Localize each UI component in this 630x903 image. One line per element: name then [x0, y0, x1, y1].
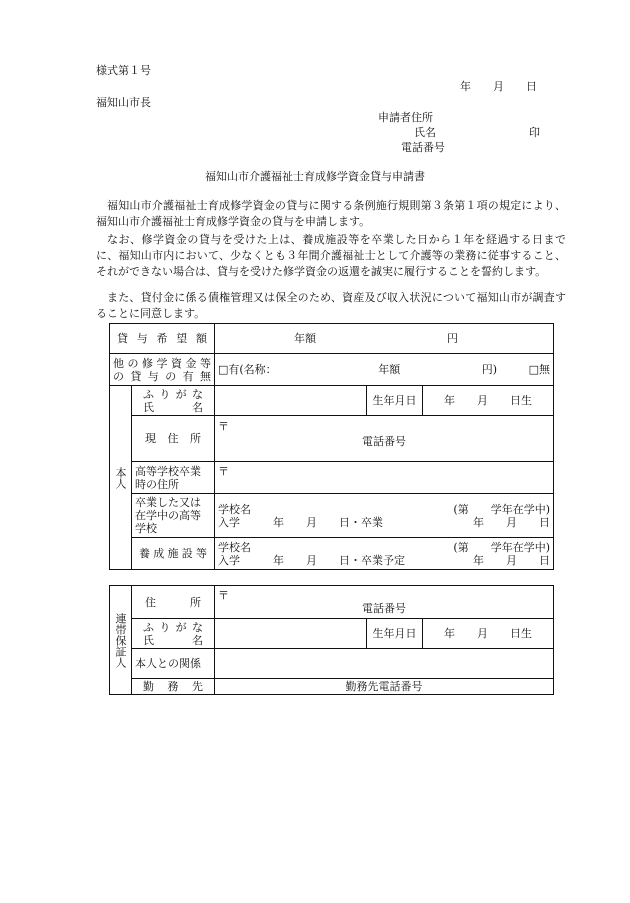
hs-address-label-1: 高等学校卒業	[135, 464, 201, 478]
furigana-name-label-cell	[132, 386, 215, 416]
name-label: 氏 名	[143, 400, 203, 414]
training-school-name-label: 学校名	[218, 540, 251, 554]
amount-label: 貸与希望額	[117, 332, 207, 345]
guarantor-birth-value[interactable]: 年 月 日生	[423, 619, 554, 649]
school-name-label: 学校名	[218, 502, 251, 516]
other-loan-year-label: 年額	[378, 363, 401, 376]
workplace-label-cell	[132, 679, 215, 695]
grad-date-text: 年 月 日	[473, 515, 551, 529]
guarantor-name-label: 氏 名	[143, 633, 203, 647]
training-enroll-grad-text: 入学 年 月 日・卒業予定	[218, 553, 405, 567]
training-label-cell	[132, 538, 215, 570]
paragraph-3: また、貸付金に係る債権管理又は保全のため、資産及び収入状況について福知山市が調査することに同意します。	[96, 291, 566, 320]
amount-year-label: 年額	[294, 332, 316, 345]
applicant-address-label: 申請者住所	[378, 111, 433, 124]
guarantor-phone-label: 電話番号	[362, 602, 406, 615]
guarantor-label: 連帯保証人	[114, 612, 127, 668]
high-school-cell[interactable]	[215, 494, 554, 538]
guarantor-furigana-name-label-cell	[132, 619, 215, 649]
hs-postal-mark: 〒	[218, 465, 229, 478]
hs-address-label-cell	[132, 462, 215, 494]
workplace-label: 勤務先	[143, 680, 203, 693]
paragraph-1: 福知山市介護福祉士育成修学資金の貸与に関する条例施行規則第３条第１項の規定により、福知山市介護福祉士育成修学資金の貸与を申請します。	[96, 199, 566, 228]
other-loan-label-cell	[110, 354, 215, 386]
guarantor-postal-mark: 〒	[218, 589, 229, 602]
other-loan-yen-label: 円)	[481, 363, 498, 376]
furigana-label: ふりがな	[143, 387, 203, 401]
seal-mark: 印	[529, 126, 540, 139]
other-loan-label-1: 他の修学資金等	[113, 356, 211, 370]
guarantor-furigana-label: ふりがな	[143, 620, 203, 634]
grade-text: (第 学年在学中)	[453, 502, 551, 516]
form-number: 様式第１号	[96, 64, 151, 77]
training-grad-date-text: 年 月 日	[473, 553, 551, 567]
paragraph-2: なお、修学資金の貸与を受けた上は、養成施設等を卒業した日から１年を経過する日までに、福知山市内において、少なくとも３年間介護福祉士として介護等の業務に従事すること、それができない場合は、貸与を受けた修学資金の返還を誠実に履行することを誓約します。	[96, 233, 566, 278]
birth-label: 生年月日	[367, 386, 423, 416]
guarantor-birth-label: 生年月日	[367, 619, 423, 649]
amount-label-cell	[110, 324, 215, 354]
guarantor-address-label-cell	[132, 586, 215, 619]
amount-yen-label: 円	[447, 332, 459, 345]
postal-mark: 〒	[218, 419, 229, 433]
applicant-table	[109, 323, 554, 570]
other-loan-label-2: の貸与の有無	[113, 369, 211, 383]
guarantor-label-cell	[110, 586, 132, 695]
guarantor-table	[109, 585, 554, 695]
high-school-label-2: 在学中の高等	[135, 509, 201, 522]
document-title: 福知山市介護福祉士育成修学資金貸与申請書	[205, 170, 425, 183]
high-school-label-3: 学校	[135, 522, 157, 535]
enroll-grad-text: 入学 年 月 日・卒業	[218, 515, 383, 529]
guarantor-name-input-cell[interactable]	[215, 619, 367, 649]
other-loan-yes-checkbox[interactable]: □有(名称：	[218, 363, 277, 376]
hs-address-cell[interactable]	[215, 462, 554, 494]
training-grade-text: (第 学年在学中)	[453, 540, 551, 554]
self-label: 本人	[114, 466, 127, 489]
guarantor-address-label: 住所	[145, 595, 201, 609]
addressee: 福知山市長	[96, 96, 151, 109]
applicant-name-label: 氏名	[414, 126, 436, 139]
applicant-phone-label: 電話番号	[401, 141, 445, 154]
current-address-label: 現住所	[145, 432, 201, 445]
phone-label: 電話番号	[362, 434, 406, 448]
training-label: 養成施設等	[139, 547, 207, 560]
workplace-phone-label[interactable]: 勤務先電話番号	[215, 679, 554, 695]
name-input-cell[interactable]	[215, 386, 367, 416]
high-school-label-1: 卒業した又は	[135, 496, 201, 509]
current-address-cell[interactable]	[215, 416, 554, 462]
birth-value[interactable]: 年 月 日生	[423, 386, 554, 416]
other-loan-no-checkbox[interactable]: □無	[528, 363, 550, 376]
current-address-label-cell	[132, 416, 215, 462]
guarantor-address-cell[interactable]	[215, 586, 554, 619]
high-school-label-cell	[132, 494, 215, 538]
self-label-cell	[110, 386, 132, 570]
amount-cell[interactable]	[215, 324, 554, 354]
other-loan-cell[interactable]	[215, 354, 554, 386]
hs-address-label-2: 時の住所	[135, 477, 179, 491]
relation-label: 本人との関係	[132, 649, 215, 679]
date-line: 年 月 日	[460, 80, 537, 93]
relation-input-cell[interactable]	[215, 649, 554, 679]
training-cell[interactable]	[215, 538, 554, 570]
